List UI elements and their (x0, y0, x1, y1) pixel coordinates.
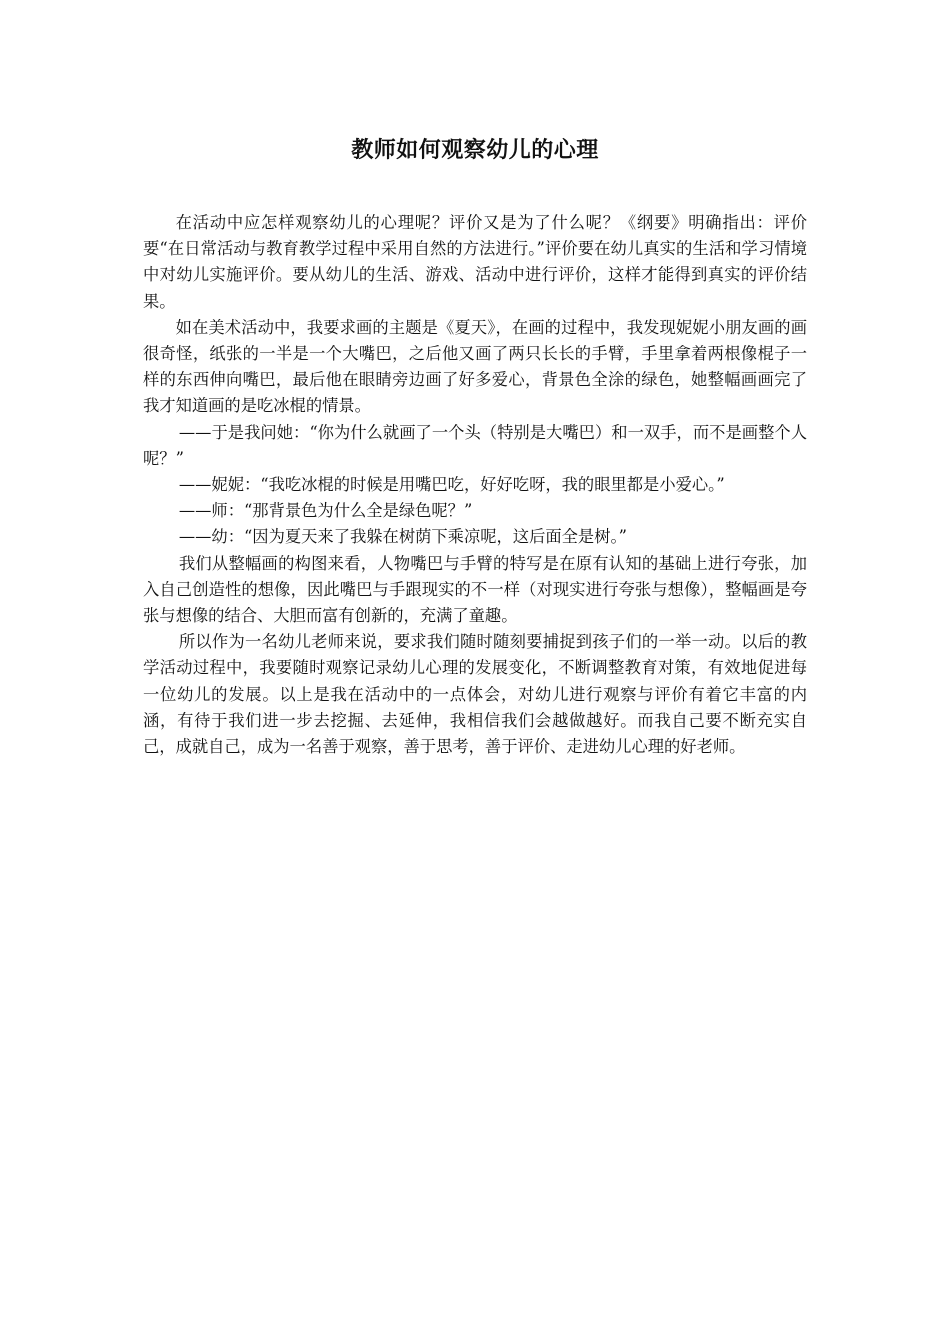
paragraph-example: 如在美术活动中，我要求画的主题是《夏天》，在画的过程中，我发现妮妮小朋友画的画很奇怪，纸张的一半是一个大嘴巴，之后他又画了两只长长的手臂，手里拿着两根像棍子一样的东西伸向嘴巴，最后他在眼睛旁边画了好多爱心，背景色全涂的绿色，她整幅画画完了我才知道画的是吃冰棍的情景。 (143, 317, 807, 416)
document-title: 教师如何观察幼儿的心理 (351, 138, 599, 163)
paragraph-analysis: 我们从整幅画的构图来看，人物嘴巴与手臂的特写是在原有认知的基础上进行夸张，加入自己创造性的想像，因此嘴巴与手跟现实的不一样（对现实进行夸张与想像），整幅画是夸张与想像的结合、大胆而富有创新的，充满了童趣。 (143, 553, 807, 626)
dialog-line-nini-answer: ——妮妮：“我吃冰棍的时候是用嘴巴吃，好好吃呀，我的眼里都是小爱心。” (178, 475, 725, 495)
dialog-line-child-answer: ——幼：“因为夏天来了我躲在树荫下乘凉呢，这后面全是树。” (178, 527, 627, 547)
dialog-line-teacher-question: ——于是我问她：“你为什么就画了一个头（特别是大嘴巴）和一双手，而不是画整个人呢？” (143, 422, 807, 468)
document-body (143, 210, 807, 760)
paragraph-conclusion: 所以作为一名幼儿老师来说，要求我们随时随刻要捕捉到孩子们的一举一动。以后的教学活动过程中，我要随时观察记录幼儿心理的发展变化，不断调整教育对策，有效地促进每一位幼儿的发展。以上是我在活动中的一点体会，对幼儿进行观察与评价有着它丰富的内涵，有待于我们进一步去挖掘、去延伸，我相信我们会越做越好。而我自己要不断充实自己，成就自己，成为一名善于观察，善于思考，善于评价、走进幼儿心理的好老师。 (143, 632, 807, 757)
dialog-line-teacher-followup: ——师：“那背景色为什么全是绿色呢？” (178, 501, 473, 521)
paragraph-intro: 在活动中应怎样观察幼儿的心理呢？评价又是为了什么呢？《纲要》明确指出：评价要“在日常活动与教育教学过程中采用自然的方法进行。”评价要在幼儿真实的生活和学习情境中对幼儿实施评价。要从幼儿的生活、游戏、活动中进行评价，这样才能得到真实的评价结果。 (143, 213, 807, 311)
